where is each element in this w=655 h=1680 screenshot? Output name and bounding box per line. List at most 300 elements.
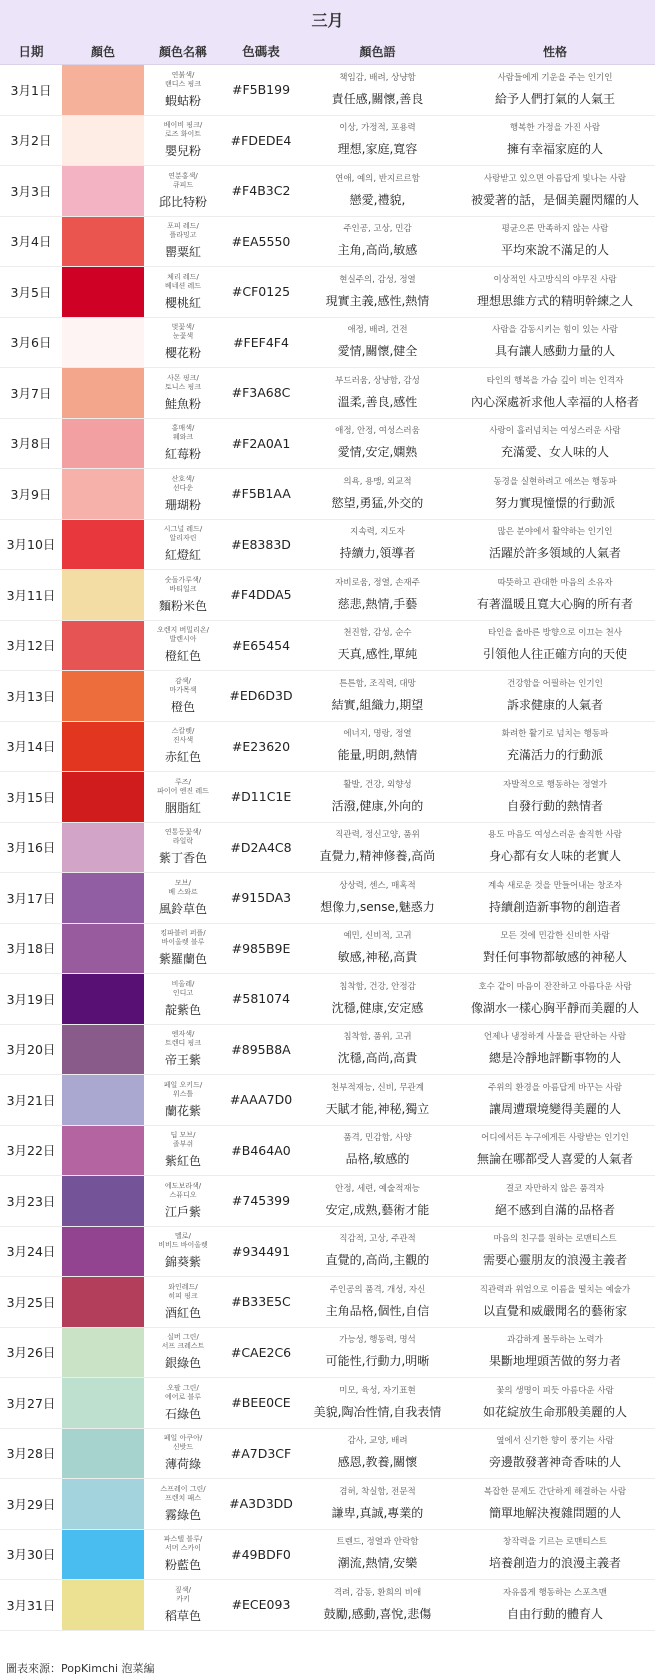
date-cell: 3月16日: [6, 840, 56, 856]
chinese-color-name: 薄荷綠: [164, 1457, 201, 1472]
korean-color-words: 애정, 배려, 건전: [347, 325, 408, 336]
chinese-personality: 旁邊散發著神奇香味的人: [488, 1455, 621, 1470]
chinese-color-words: 謙卑,真誠,專業的: [331, 1505, 424, 1520]
korean-color-words: 현실주의, 감성, 정열: [339, 274, 416, 285]
hex-code-cell: #ECE093: [231, 1597, 291, 1613]
korean-color-name: 딥 모브/: [170, 1131, 196, 1140]
chinese-color-name: 蘭花紫: [164, 1103, 201, 1118]
chinese-color-name: 霧綠色: [164, 1507, 201, 1522]
chinese-personality: 讓周遭環境變得美麗的人: [488, 1101, 621, 1116]
chinese-personality: 像湖水一樣心胸平靜而美麗的人: [470, 1000, 639, 1015]
korean-personality: 꽃의 생명이 피듯 아름다운 사람: [496, 1385, 614, 1396]
korean-color-words: 상상력, 센스, 매혹적: [339, 880, 416, 891]
date-cell: 3月22日: [6, 1143, 56, 1159]
color-words-cell: [300, 621, 455, 671]
korean-color-name: 에어로 블루: [164, 1392, 202, 1401]
table-body: [0, 65, 655, 1631]
korean-color-words: 감사, 교양, 배려: [347, 1436, 408, 1447]
header-code: 色碼表: [242, 44, 280, 59]
color-name-cell: [144, 1126, 222, 1176]
chinese-color-words: 沈穩,健康,安定感: [331, 1000, 424, 1015]
chinese-color-name: 珊瑚粉: [164, 497, 201, 512]
korean-color-name: 연통등꽃색/: [164, 828, 202, 837]
korean-color-words: 침착함, 품위, 고귀: [343, 1032, 412, 1043]
table-row: [0, 419, 655, 470]
date-cell: 3月21日: [6, 1092, 56, 1108]
chinese-color-name: 紫丁香色: [158, 851, 207, 866]
chinese-color-name: 石綠色: [164, 1406, 201, 1421]
chinese-color-name: 酒紅色: [164, 1305, 201, 1320]
color-name-cell: [144, 1429, 222, 1479]
header-words: 顏色語: [359, 44, 396, 59]
hex-code-cell: #F5B1AA: [231, 486, 291, 502]
korean-personality: 건강함을 어필하는 인기인: [507, 678, 603, 689]
korean-color-words: 에너지, 명랑, 정열: [343, 729, 412, 740]
source-footer: 圖表來源：PopKimchi 泡菜編: [6, 1662, 155, 1675]
hex-code-cell: #D11C1E: [230, 789, 292, 805]
korean-color-words: 주인공, 고상, 민감: [343, 224, 412, 235]
chinese-personality: 有著溫暖且寬大心胸的所有者: [476, 596, 633, 611]
korean-color-words: 예민, 신비적, 고귀: [343, 931, 412, 942]
personality-cell: [455, 1378, 655, 1428]
date-cell: 3月10日: [6, 537, 56, 553]
korean-personality: 자발적으로 행동하는 정열가: [503, 779, 607, 790]
chinese-personality: 努力實現憧憬的行動派: [494, 495, 615, 510]
korean-color-name: 큐피드: [172, 180, 194, 189]
chinese-color-name: 胭脂紅: [164, 800, 201, 815]
korean-color-name: 페일 아쿠아/: [163, 1434, 203, 1443]
color-words-cell: [300, 722, 455, 772]
date-cell: 3月9日: [10, 486, 52, 502]
color-name-cell: [144, 65, 222, 115]
date-cell: 3月27日: [6, 1395, 56, 1411]
chinese-color-name: 鮭魚粉: [164, 396, 201, 411]
table-row: [0, 1176, 655, 1227]
color-swatch: [62, 318, 144, 368]
chinese-personality: 需要心靈朋友的浪漫主義者: [482, 1253, 627, 1268]
korean-color-name: 서머 스카이: [164, 1544, 202, 1553]
korean-color-name: 베네션 레드: [164, 281, 202, 290]
korean-color-name: 위스틀: [172, 1089, 194, 1098]
color-name-cell: [144, 924, 222, 974]
color-words-cell: [300, 1429, 455, 1479]
chinese-personality: 內心深處祈求他人幸福的人格者: [470, 394, 639, 409]
korean-color-name: 체리 레드/: [167, 272, 199, 281]
color-swatch: [62, 1378, 144, 1428]
chinese-personality: 自由行動的體育人: [506, 1606, 603, 1621]
date-cell: 3月14日: [6, 739, 56, 755]
korean-color-words: 안정, 세련, 예술적재능: [335, 1183, 420, 1194]
color-name-cell: [144, 116, 222, 166]
color-words-cell: [300, 924, 455, 974]
page-title: 三月: [0, 0, 655, 38]
chinese-personality: 活躍於許多領域的人氣者: [488, 546, 621, 561]
color-swatch: [62, 1227, 144, 1277]
date-cell: 3月6日: [10, 335, 52, 351]
date-cell: 3月26日: [6, 1345, 56, 1361]
korean-color-name: 서프 크레스트: [161, 1342, 205, 1351]
color-words-cell: [300, 1227, 455, 1277]
color-words-cell: [300, 1126, 455, 1176]
korean-color-name: 졸부쉬: [172, 1140, 194, 1149]
table-row: [0, 823, 655, 874]
color-name-cell: [144, 671, 222, 721]
table-header: [0, 38, 655, 65]
personality-cell: [455, 621, 655, 671]
hex-code-cell: #915DA3: [230, 890, 292, 906]
color-name-cell: [144, 166, 222, 216]
color-name-cell: [144, 318, 222, 368]
chinese-color-words: 敏感,神秘,高貴: [337, 950, 418, 965]
color-words-cell: [300, 1479, 455, 1529]
color-words-cell: [300, 1530, 455, 1580]
korean-color-name: 라일락: [172, 837, 194, 846]
korean-color-name: 오렌지 버밀리온/: [157, 626, 209, 635]
chinese-color-words: 理想,家庭,寬容: [337, 142, 418, 157]
korean-color-name: 베이비 핑크/: [163, 121, 203, 130]
personality-cell: [455, 1227, 655, 1277]
chinese-personality: 具有讓人感動力量的人: [494, 344, 615, 359]
table-row: [0, 671, 655, 722]
chinese-color-name: 橙紅色: [164, 649, 201, 664]
color-swatch: [62, 722, 144, 772]
chinese-color-words: 天真,感性,單純: [337, 647, 418, 662]
color-swatch: [62, 974, 144, 1024]
hex-code-cell: #F3A68C: [231, 385, 291, 401]
table-row: [0, 217, 655, 268]
chinese-color-name: 江戶紫: [164, 1204, 201, 1219]
personality-cell: [455, 318, 655, 368]
personality-cell: [455, 419, 655, 469]
chinese-color-words: 美貌,陶冶性情,自我表情: [313, 1404, 442, 1419]
korean-color-words: 연애, 예의, 반지르르함: [335, 173, 420, 184]
korean-color-name: 연분홍색/: [168, 171, 198, 180]
personality-cell: [455, 1025, 655, 1075]
hex-code-cell: #CF0125: [231, 284, 291, 300]
korean-color-words: 튼튼함, 조직력, 대망: [339, 678, 416, 689]
table-row: [0, 1429, 655, 1480]
hex-code-cell: #FEF4F4: [233, 334, 289, 350]
chinese-personality: 絕不感到自滿的品格者: [494, 1202, 615, 1217]
korean-color-name: 엔자색/: [171, 1030, 195, 1039]
color-name-cell: [144, 1530, 222, 1580]
korean-color-name: 와인레드/: [168, 1282, 198, 1291]
korean-color-name: 벚꽃색/: [171, 323, 195, 332]
korean-color-name: 사몬 핑크/: [167, 373, 199, 382]
chinese-color-name: 錦葵紫: [164, 1255, 201, 1270]
color-swatch: [62, 469, 144, 519]
color-words-cell: [300, 1075, 455, 1125]
korean-color-name: 모브/: [175, 878, 191, 887]
color-swatch: [62, 570, 144, 620]
korean-color-name: 멜로/: [175, 1232, 191, 1241]
color-words-cell: [300, 1580, 455, 1630]
color-name-cell: [144, 1328, 222, 1378]
personality-cell: [455, 772, 655, 822]
korean-color-words: 격려, 감동, 환희의 비애: [333, 1587, 422, 1598]
chinese-color-words: 直覺的,高尚,主觀的: [325, 1253, 430, 1268]
color-words-cell: [300, 570, 455, 620]
table-row: [0, 267, 655, 318]
date-cell: 3月4日: [10, 234, 52, 250]
chinese-personality: 給予人們打氣的人氣王: [494, 91, 615, 106]
korean-color-words: 미모, 육성, 자기표현: [339, 1385, 416, 1396]
table-row: [0, 1580, 655, 1631]
hex-code-cell: #ED6D3D: [229, 688, 293, 704]
date-cell: 3月18日: [6, 941, 56, 957]
chinese-personality: 引領他人往正確方向的天使: [482, 647, 627, 662]
korean-color-words: 겸허, 착실함, 전문적: [339, 1486, 416, 1497]
korean-color-name: 짚색/: [175, 1585, 191, 1594]
korean-color-name: 마가목색: [169, 685, 197, 694]
chinese-color-words: 主角品格,個性,自信: [325, 1303, 430, 1318]
chinese-personality: 持續創造新事物的創造者: [488, 899, 621, 914]
personality-cell: [455, 116, 655, 166]
table-row: [0, 469, 655, 520]
korean-color-name: 트렌디 핑크: [164, 1039, 202, 1048]
date-cell: 3月8日: [10, 436, 52, 452]
table-row: [0, 1075, 655, 1126]
date-cell: 3月11日: [6, 587, 56, 603]
korean-personality: 마음의 친구를 원하는 로맨티스트: [493, 1234, 617, 1245]
chinese-color-name: 紫羅蘭色: [158, 952, 207, 967]
chinese-color-words: 活潑,健康,外向的: [331, 798, 424, 813]
color-words-cell: [300, 65, 455, 115]
color-name-cell: [144, 621, 222, 671]
chinese-personality: 身心都有女人味的老實人: [488, 849, 621, 864]
personality-cell: [455, 823, 655, 873]
chinese-color-name: 靛紫色: [164, 1002, 201, 1017]
korean-color-name: 오팔 그린/: [167, 1383, 199, 1392]
korean-color-name: 킹파블러 퍼플/: [160, 929, 206, 938]
korean-color-name: 포피 레드/: [167, 222, 199, 231]
chinese-color-name: 櫻花粉: [164, 346, 201, 361]
personality-cell: [455, 1479, 655, 1529]
table-row: [0, 570, 655, 621]
chinese-color-words: 天賦才能,神秘,獨立: [325, 1101, 430, 1116]
personality-cell: [455, 1277, 655, 1327]
korean-personality: 자유롭게 행동하는 스포츠맨: [503, 1587, 607, 1598]
chinese-personality: 果斷地埋頭苦做的努力者: [488, 1354, 621, 1369]
chinese-color-words: 想像力,sense,魅惑力: [320, 899, 435, 914]
color-swatch: [62, 368, 144, 418]
hex-code-cell: #A7D3CF: [230, 1445, 292, 1461]
color-words-cell: [300, 1176, 455, 1226]
korean-personality: 타인의 행복을 가슴 깊이 비는 인격자: [486, 375, 624, 386]
chinese-color-name: 帝王紫: [164, 1053, 201, 1068]
chinese-color-words: 結實,組織力,期望: [331, 697, 424, 712]
personality-cell: [455, 65, 655, 115]
korean-color-name: 산호색/: [171, 474, 195, 483]
korean-color-name: 실버 그린/: [167, 1333, 199, 1342]
table-row: [0, 1277, 655, 1328]
chinese-color-words: 慈悲,熱情,手藝: [337, 596, 418, 611]
date-cell: 3月13日: [6, 688, 56, 704]
korean-color-name: 카키: [176, 1594, 190, 1603]
header-name: 顏色名稱: [158, 44, 207, 59]
korean-color-words: 천진함, 감성, 순수: [343, 628, 412, 639]
hex-code-cell: #A3D3DD: [229, 1496, 293, 1512]
table-row: [0, 1530, 655, 1581]
color-swatch: [62, 1479, 144, 1529]
date-cell: 3月31日: [6, 1597, 56, 1613]
hex-code-cell: #F4DDA5: [230, 587, 292, 603]
chinese-color-words: 沈穩,高尚,高貴: [337, 1051, 418, 1066]
table-row: [0, 1227, 655, 1278]
hex-code-cell: #B464A0: [231, 1142, 291, 1158]
hex-code-cell: #E23620: [231, 738, 291, 754]
color-words-cell: [300, 166, 455, 216]
korean-color-name: 알리자린: [169, 534, 197, 543]
hex-code-cell: #581074: [231, 991, 291, 1007]
chinese-color-name: 橙色: [170, 699, 195, 714]
personality-cell: [455, 974, 655, 1024]
hex-code-cell: #E65454: [231, 637, 291, 653]
korean-personality: 사람들에게 기운을 주는 인기인: [497, 72, 613, 83]
korean-color-words: 책임감, 배려, 상냥함: [339, 72, 416, 83]
hex-code-cell: #49BDF0: [231, 1546, 291, 1562]
color-name-cell: [144, 722, 222, 772]
korean-personality: 동경을 실현하려고 애쓰는 행동파: [493, 476, 617, 487]
korean-personality: 옆에서 신기한 향이 풍기는 사람: [496, 1436, 614, 1447]
chinese-color-words: 愛情,關懷,健全: [337, 344, 418, 359]
korean-personality: 사랑받고 있으면 아름답게 빛나는 사람: [483, 173, 627, 184]
personality-cell: [455, 1580, 655, 1630]
korean-personality: 행복한 가정을 가진 사람: [509, 123, 601, 134]
korean-color-name: 랜디스 핑크: [164, 79, 202, 88]
color-swatch: [62, 1530, 144, 1580]
korean-color-name: 눈꽃색: [172, 332, 194, 341]
korean-color-name: 시그널 레드/: [163, 525, 203, 534]
korean-color-name: 플라밍고: [169, 231, 197, 240]
chinese-personality: 擁有幸福家庭的人: [506, 142, 603, 157]
chinese-color-words: 責任感,關懷,善良: [331, 91, 424, 106]
korean-color-words: 천부적재능, 신비, 무관계: [331, 1082, 424, 1093]
chinese-personality: 對任何事物都敏感的神秘人: [482, 950, 627, 965]
color-name-cell: [144, 217, 222, 267]
chinese-color-name: 邱比特粉: [158, 194, 207, 209]
korean-color-words: 부드러움, 상냥함, 감성: [335, 375, 420, 386]
chinese-personality: 理想思維方式的精明幹練之人: [476, 293, 633, 308]
korean-personality: 많은 분야에서 활약하는 인기인: [497, 527, 613, 538]
korean-color-words: 자비로움, 정열, 손재주: [335, 577, 420, 588]
color-swatch: [62, 116, 144, 166]
color-swatch: [62, 823, 144, 873]
date-cell: 3月23日: [6, 1193, 56, 1209]
personality-cell: [455, 1075, 655, 1125]
color-name-cell: [144, 1075, 222, 1125]
color-words-cell: [300, 671, 455, 721]
date-cell: 3月3日: [10, 183, 52, 199]
korean-color-name: 베 스와르: [168, 887, 198, 896]
korean-personality: 호수 같이 마음이 잔잔하고 아름다운 사람: [478, 981, 632, 992]
table-row: [0, 368, 655, 419]
korean-color-name: 신밧드: [172, 1443, 194, 1452]
chinese-color-name: 紅燈紅: [164, 548, 201, 563]
personality-cell: [455, 166, 655, 216]
chinese-color-words: 慾望,勇猛,外交的: [331, 495, 424, 510]
color-swatch: [62, 1277, 144, 1327]
color-words-cell: [300, 1378, 455, 1428]
chinese-personality: 如花綻放生命那般美麗的人: [482, 1404, 627, 1419]
color-swatch: [62, 166, 144, 216]
korean-color-name: 페일 오키드/: [163, 1080, 203, 1089]
korean-color-name: 바티일크: [169, 584, 197, 593]
color-name-cell: [144, 469, 222, 519]
color-words-cell: [300, 1025, 455, 1075]
chinese-color-name: 稻草色: [164, 1608, 201, 1623]
chinese-color-name: 麵粉米色: [158, 598, 207, 613]
chinese-personality: 無論在哪都受人喜愛的人氣者: [476, 1152, 633, 1167]
color-words-cell: [300, 1277, 455, 1327]
color-name-cell: [144, 1277, 222, 1327]
chinese-color-name: 櫻桃紅: [164, 295, 201, 310]
korean-personality: 타인을 올바른 방향으로 이끄는 천사: [488, 628, 622, 639]
chinese-color-name: 嬰兒粉: [164, 144, 201, 159]
chinese-personality: 訴求健康的人氣者: [506, 697, 603, 712]
table-row: [0, 1378, 655, 1429]
korean-color-name: 로즈 화이트: [164, 130, 202, 139]
korean-personality: 창작력을 기르는 로맨티스트: [503, 1537, 607, 1548]
hex-code-cell: #895B8A: [231, 1041, 291, 1057]
personality-cell: [455, 1126, 655, 1176]
date-cell: 3月20日: [6, 1042, 56, 1058]
korean-personality: 모든 것에 민감한 신비한 사람: [500, 931, 610, 942]
korean-color-name: 숫돌가루색/: [164, 575, 202, 584]
personality-cell: [455, 368, 655, 418]
korean-personality: 복잡한 문제도 간단하게 해결하는 사람: [483, 1486, 627, 1497]
color-name-cell: [144, 570, 222, 620]
header-color: 顏色: [90, 44, 115, 59]
chinese-personality: 以直覺和威嚴聞名的藝術家: [482, 1303, 627, 1318]
korean-color-name: 비비드 바이올렛: [158, 1241, 208, 1250]
date-cell: 3月19日: [6, 991, 56, 1007]
korean-color-words: 침착함, 건강, 안정감: [339, 981, 416, 992]
color-name-cell: [144, 1580, 222, 1630]
korean-color-name: 감색/: [175, 676, 191, 685]
color-swatch: [62, 419, 144, 469]
korean-color-name: 파스텔 블루/: [163, 1535, 203, 1544]
chinese-color-words: 溫柔,善良,感性: [337, 394, 418, 409]
table-row: [0, 166, 655, 217]
table-row: [0, 772, 655, 823]
personality-cell: [455, 671, 655, 721]
korean-color-name: 진사색: [172, 736, 194, 745]
hex-code-cell: #985B9E: [231, 940, 291, 956]
chinese-color-words: 可能性,行動力,明晰: [325, 1354, 430, 1369]
table-row: [0, 924, 655, 975]
chinese-personality: 簡單地解決複雜問題的人: [488, 1505, 621, 1520]
table-row: [0, 1025, 655, 1076]
color-swatch: [62, 621, 144, 671]
personality-cell: [455, 520, 655, 570]
korean-personality: 계속 새로운 것을 만들어내는 창조자: [488, 880, 622, 891]
color-name-cell: [144, 267, 222, 317]
chinese-color-words: 戀愛,禮貌,: [349, 192, 406, 207]
chinese-color-name: 蝦蛄粉: [164, 93, 201, 108]
date-cell: 3月30日: [6, 1547, 56, 1563]
chinese-color-name: 紫紅色: [164, 1154, 201, 1169]
color-words-cell: [300, 419, 455, 469]
chinese-color-words: 直覺力,精神修養,高尚: [319, 849, 436, 864]
korean-color-name: 프렌치 패스: [164, 1493, 202, 1502]
color-name-cell: [144, 772, 222, 822]
personality-cell: [455, 722, 655, 772]
table-row: [0, 116, 655, 167]
korean-color-name: 루즈/: [175, 777, 191, 786]
color-name-cell: [144, 1479, 222, 1529]
chinese-personality: 平均來說不滿足的人: [500, 243, 609, 258]
